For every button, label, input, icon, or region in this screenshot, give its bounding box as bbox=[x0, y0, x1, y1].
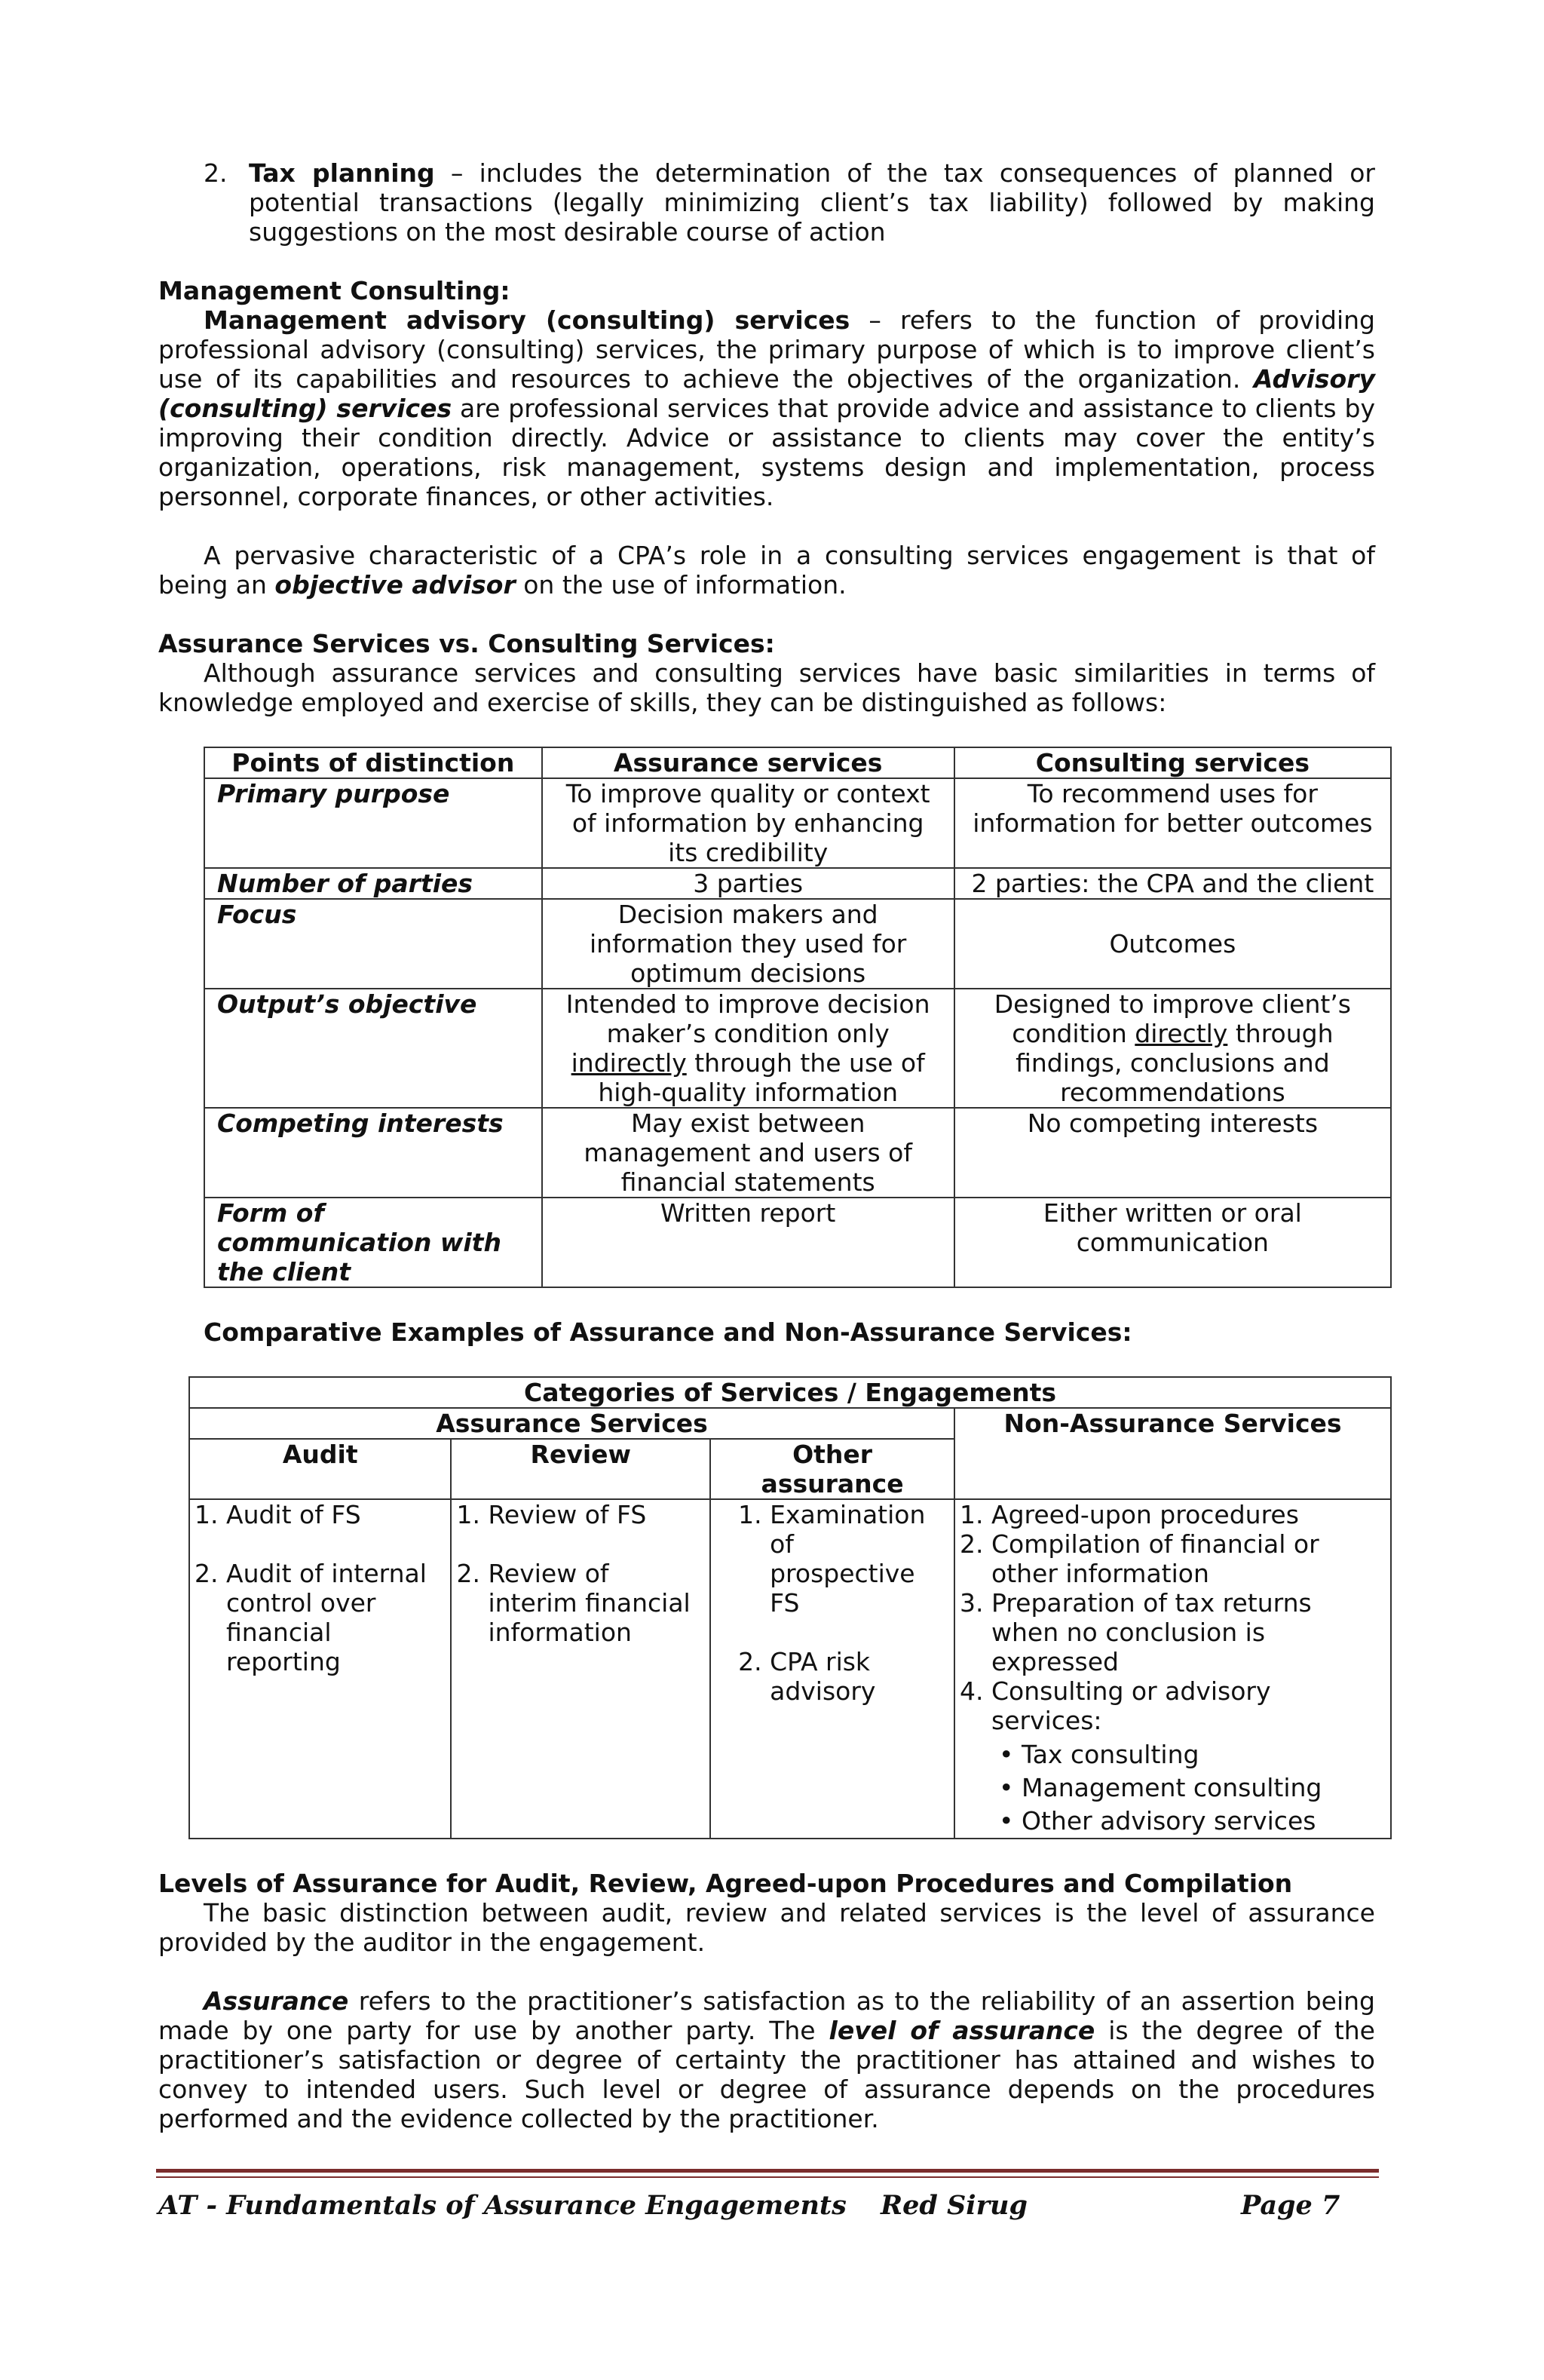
consulting-bullet-list bbox=[991, 1738, 1378, 1838]
row-label: Output’s objective bbox=[204, 989, 542, 1108]
tax-planning-term: Tax planning bbox=[249, 158, 435, 188]
list-item: 1. Examination of prospective FS bbox=[770, 1500, 942, 1618]
bullet-item: • Other advisory services bbox=[1022, 1805, 1378, 1838]
audit-cell bbox=[189, 1499, 451, 1839]
consulting-cell: Either written or oral communication bbox=[954, 1198, 1391, 1287]
list-item: 1. Agreed-upon procedures bbox=[991, 1500, 1378, 1529]
consulting-cell: Outcomes bbox=[954, 899, 1391, 989]
list-item: 2. CPA risk advisory bbox=[770, 1647, 942, 1706]
list-item: 3. Preparation of tax returns when no conclusion is expressed bbox=[991, 1588, 1378, 1676]
list-item: 2. Compilation of financial or other information bbox=[991, 1529, 1378, 1588]
levels-paragraph-2: Assurance refers to the practitioner’s satisfaction as to the reliability of an assertion being made by one party for use by another party. The level of assurance is the degree of the practitioner’s satisfaction or degree of certainty the practitioner has attained and wishes to convey to intended users. Such level or degree of assurance depends on the procedures performed and the evidence collected by the practitioner. bbox=[158, 1986, 1375, 2133]
list-item: 2. Audit of internal control over financial reporting bbox=[226, 1559, 438, 1676]
table-row bbox=[204, 989, 1391, 1108]
column-header: Assurance services bbox=[542, 747, 954, 778]
row-label: Competing interests bbox=[204, 1108, 542, 1198]
consulting-cell: To recommend uses for information for better outcomes bbox=[954, 778, 1391, 868]
row-label: Number of parties bbox=[204, 868, 542, 899]
mgmt-paragraph-2: A pervasive characteristic of a CPA’s role in a consulting services engagement is that of being an objective advisor on the use of information. bbox=[158, 541, 1375, 600]
page-footer bbox=[158, 2187, 1375, 2225]
list-item: 1. Review of FS bbox=[488, 1500, 697, 1529]
page-content bbox=[158, 158, 1375, 2133]
table-row bbox=[204, 868, 1391, 899]
assurance-cell: To improve quality or context of information by enhancing its credibility bbox=[542, 778, 954, 868]
review-cell bbox=[451, 1499, 710, 1839]
other-assurance-cell bbox=[710, 1499, 954, 1839]
bullet-item: • Management consulting bbox=[1022, 1771, 1378, 1805]
objective-advisor-term: objective advisor bbox=[274, 570, 516, 600]
table-row bbox=[189, 1499, 1391, 1839]
assurance-cell: Written report bbox=[542, 1198, 954, 1287]
assurance-cell: Intended to improve decision maker’s condition only indirectly through the use of high-quality information bbox=[542, 989, 954, 1108]
levels-paragraph-1: The basic distinction between audit, review and related services is the level of assurance provided by the auditor in the engagement. bbox=[158, 1898, 1375, 1957]
assurance-term: Assurance bbox=[204, 1986, 349, 2016]
list-item: 1. Audit of FS bbox=[226, 1500, 438, 1529]
non-assurance-cell bbox=[954, 1499, 1391, 1839]
assurance-cell: Decision makers and information they used for optimum decisions bbox=[542, 899, 954, 989]
row-label: Form of communication with the client bbox=[204, 1198, 542, 1287]
bullet-item: • Tax consulting bbox=[1022, 1738, 1378, 1771]
list-item: 4. Consulting or advisory services: • Tax consulting • Management consulting • Other advisory services bbox=[991, 1676, 1378, 1838]
levels-of-assurance-heading: Levels of Assurance for Audit, Review, Agreed-upon Procedures and Compilation bbox=[158, 1869, 1293, 1898]
table-row bbox=[204, 1198, 1391, 1287]
footer-title: AT - Fundamentals of Assurance Engagements bbox=[158, 2190, 847, 2221]
assurance-cell: 3 parties bbox=[542, 868, 954, 899]
assurance-cell: May exist between management and users of financial statements bbox=[542, 1108, 954, 1198]
non-assurance-services-header: Non-Assurance Services bbox=[954, 1408, 1391, 1499]
table-header-row bbox=[189, 1408, 1391, 1439]
audit-header: Audit bbox=[189, 1439, 451, 1499]
consulting-cell: 2 parties: the CPA and the client bbox=[954, 868, 1391, 899]
assurance-vs-consulting-heading: Assurance Services vs. Consulting Services: bbox=[158, 629, 775, 658]
table-row bbox=[204, 899, 1391, 989]
column-header: Points of distinction bbox=[204, 747, 542, 778]
tax-planning-item bbox=[204, 158, 1375, 247]
management-consulting-heading: Management Consulting: bbox=[158, 276, 510, 305]
categories-table bbox=[188, 1376, 1392, 1839]
row-label: Focus bbox=[204, 899, 542, 989]
advisory-term: Advisory (consulting) services bbox=[158, 364, 1375, 423]
consulting-cell: No competing interests bbox=[954, 1108, 1391, 1198]
level-of-assurance-term: level of assurance bbox=[829, 2016, 1095, 2045]
table-header-row bbox=[204, 747, 1391, 778]
mgmt-paragraph-1: Management advisory (consulting) services – refers to the function of providing professional advisory (consulting) services, the primary purpose of which is to improve client’s use of its capabilities and resources to achieve the objectives of the organization. Advisory (consulting) services are professional services that provide advice and assistance to clients by improving their condition directly. Advice or assistance to clients may cover the entity’s organization, operations, risk management, systems design and implementation, process personnel, corporate finances, or other activities. bbox=[158, 305, 1375, 511]
column-header: Consulting services bbox=[954, 747, 1391, 778]
assurance-vs-consulting-intro: Although assurance services and consulting services have basic similarities in terms of knowledge employed and exercise of skills, they can be distinguished as follows: bbox=[158, 658, 1375, 717]
table-row bbox=[204, 1108, 1391, 1198]
assurance-services-header: Assurance Services bbox=[189, 1408, 954, 1439]
row-label: Primary purpose bbox=[204, 778, 542, 868]
footer-author: Red Sirug bbox=[881, 2190, 1028, 2221]
distinction-table bbox=[204, 747, 1392, 1288]
list-item: 2. Review of interim financial information bbox=[488, 1559, 697, 1647]
review-header: Review bbox=[451, 1439, 710, 1499]
table-row bbox=[204, 778, 1391, 868]
page-number: Page 7 bbox=[1241, 2190, 1340, 2221]
footer-rule bbox=[156, 2169, 1379, 2173]
comparative-examples-heading: Comparative Examples of Assurance and Non-Assurance Services: bbox=[204, 1317, 1132, 1347]
mgmt-term: Management advisory (consulting) services bbox=[204, 305, 850, 335]
consulting-cell: Designed to improve client’s condition directly through findings, conclusions and recommendations bbox=[954, 989, 1391, 1108]
tax-planning-text: – includes the determination of the tax consequences of planned or potential transactions (legally minimizing client’s tax liability) followed by making suggestions on the most desirable course of action bbox=[249, 158, 1375, 247]
categories-title: Categories of Services / Engagements bbox=[189, 1377, 1391, 1408]
footer-rule bbox=[156, 2176, 1379, 2178]
other-assurance-header: Other assurance bbox=[710, 1439, 954, 1499]
table-header-row bbox=[189, 1377, 1391, 1408]
list-number: 2. bbox=[204, 158, 228, 188]
